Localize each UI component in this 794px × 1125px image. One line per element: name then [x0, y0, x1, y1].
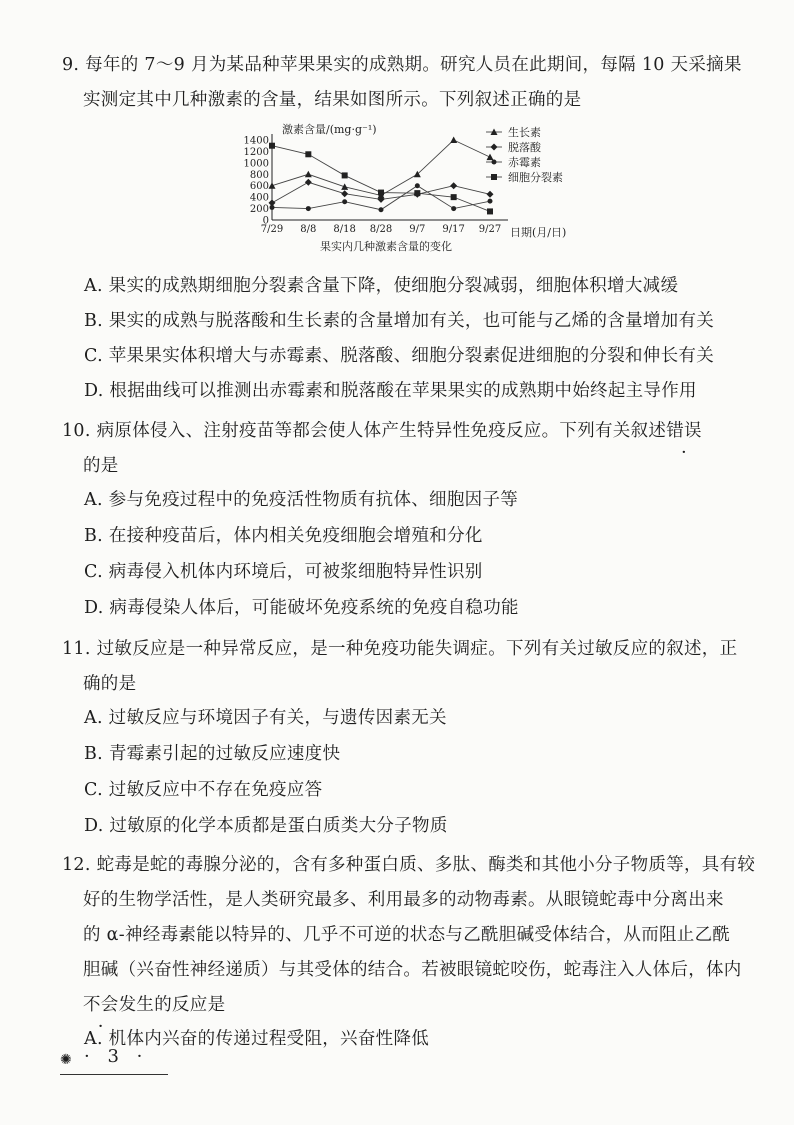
- chart-data-point: [451, 206, 456, 211]
- legend-label: 脱落酸: [508, 141, 541, 154]
- q12-stem-line3: 的 α-神经毒素能以特异的、几乎不可逆的状态与乙酰胆碱受体结合，从而阻止乙酰: [83, 925, 731, 945]
- chart-data-point: [487, 208, 493, 214]
- chart-data-point: [305, 171, 312, 178]
- q9-stem-line2: 实测定其中几种激素的含量，结果如图所示。下列叙述正确的是: [83, 90, 582, 110]
- chart-x-tick-label: 8/8: [300, 224, 317, 235]
- chart-data-point: [305, 151, 311, 157]
- q10-option-a: A. 参与免疫过程中的免疫活性物质有抗体、细胞因子等: [84, 490, 519, 510]
- q12-stem-line2: 好的生物学活性，是人类研究最多、利用最多的动物毒素。从眼镜蛇毒中分离出来: [83, 890, 724, 910]
- chart-data-point: [487, 154, 494, 161]
- chart-y-tick-label: 200: [249, 204, 269, 216]
- q9-option-a: A. 果实的成熟期细胞分裂素含量下降，使细胞分裂减弱，细胞体积增大减缓: [84, 276, 679, 296]
- chart-data-point: [342, 199, 347, 204]
- chart-y-axis-label: 激素含量/(mg·g⁻¹): [282, 123, 377, 136]
- chart-x-tick-label: 9/17: [442, 224, 465, 235]
- chart-data-point: [342, 172, 348, 178]
- q11-option-d: D. 过敏原的化学本质都是蛋白质类大分子物质: [84, 816, 448, 836]
- chart-y-tick-label: 1400: [243, 135, 269, 147]
- lightbulb-icon: ✺: [60, 1052, 72, 1068]
- footer-rule: [60, 1074, 168, 1075]
- chart-data-point: [414, 190, 420, 196]
- chart-caption: 果实内几种激素含量的变化: [320, 240, 452, 253]
- chart-x-tick-label: 9/7: [409, 224, 426, 235]
- chart-data-point: [306, 206, 311, 211]
- chart-data-point: [269, 143, 275, 149]
- q11-stem-line1: 11. 过敏反应是一种异常反应，是一种免疫功能失调症。下列有关过敏反应的叙述，正: [62, 639, 738, 659]
- chart-series-line: [272, 140, 490, 195]
- chart-data-point: [488, 199, 493, 204]
- page-number: · 3 ·: [84, 1046, 149, 1067]
- legend-marker: [492, 160, 497, 165]
- chart-data-point: [270, 205, 275, 210]
- q12-emphasis: 不会: [83, 995, 119, 1015]
- q12-stem-line4: 胆碱（兴奋性神经递质）与其受体的结合。若被眼镜蛇咬伤，蛇毒注入人体后，体内: [83, 960, 742, 980]
- chart-x-tick-label: 8/18: [333, 224, 356, 235]
- chart-data-point: [451, 194, 457, 200]
- q11-option-c: C. 过敏反应中不存在免疫应答: [84, 780, 323, 800]
- chart-data-point: [415, 183, 420, 188]
- question-11: [62, 632, 762, 702]
- question-9: [62, 48, 762, 118]
- chart-x-tick-label: 9/27: [478, 224, 502, 235]
- chart-data-point: [269, 182, 276, 189]
- legend-label: 生长素: [508, 126, 541, 139]
- q9-option-b: B. 果实的成熟与脱落酸和生长素的含量增加有关，也可能与乙烯的含量增加有关: [84, 311, 715, 331]
- q11-option-a: A. 过敏反应与环境因子有关，与遗传因素无关: [84, 708, 447, 728]
- q10-stem-line1: 10. 病原体侵入、注射疫苗等都会使人体产生特异性免疫反应。下列有关叙述: [62, 421, 667, 441]
- q10-stem-line2: 的是: [83, 456, 119, 476]
- chart-data-point: [379, 207, 384, 212]
- question-10: [62, 414, 762, 484]
- chart-data-point: [341, 190, 348, 197]
- q12-stem-line1: 12. 蛇毒是蛇的毒腺分泌的，含有多种蛋白质、多肽、酶类和其他小分子物质等，具有较: [62, 855, 756, 875]
- legend-label: 细胞分裂素: [508, 171, 563, 184]
- chart-y-tick-label: 0: [262, 215, 269, 227]
- chart-y-tick-label: 400: [249, 192, 269, 204]
- q10-option-c: C. 病毒侵入机体内环境后，可被浆细胞特异性识别: [84, 562, 483, 582]
- q10-option-d: D. 病毒侵染人体后，可能破坏免疫系统的免疫自稳功能: [84, 598, 519, 618]
- chart-x-tick-label: 8/28: [369, 224, 393, 235]
- q9-option-d: D. 根据曲线可以推测出赤霉素和脱落酸在苹果果实的成熟期中始终起主导作用: [84, 381, 697, 401]
- chart-x-tick-label: 7/29: [260, 224, 284, 235]
- q9-option-c: C. 苹果果实体积增大与赤霉素、脱落酸、细胞分裂素促进细胞的分裂和伸长有关: [84, 346, 714, 366]
- chart-y-tick-label: 1000: [243, 158, 269, 170]
- q9-stem-line1: 9. 每年的 7～9 月为某品种苹果果实的成熟期。研究人员在此期间，每隔 10 天采摘果: [62, 55, 742, 75]
- chart-x-axis-label: 日期(月/日): [510, 226, 567, 239]
- chart-y-tick-label: 800: [249, 169, 269, 181]
- legend-marker: [491, 174, 497, 180]
- chart-data-point: [378, 190, 384, 196]
- question-12: [62, 848, 762, 1023]
- q11-option-b: B. 青霉素引起的过敏反应速度快: [84, 744, 341, 764]
- q11-stem-line2: 确的是: [83, 674, 137, 694]
- q10-emphasis: 错误: [666, 421, 702, 441]
- chart-data-point: [450, 182, 457, 189]
- chart-y-tick-label: 1200: [243, 146, 269, 158]
- chart-data-point: [487, 191, 494, 198]
- q10-option-b: B. 在接种疫苗后，体内相关免疫细胞会增殖和分化: [84, 526, 483, 546]
- chart-data-point: [305, 179, 312, 186]
- q12-stem-line5: 发生的反应是: [118, 995, 226, 1015]
- chart-data-point: [450, 137, 457, 144]
- chart-y-tick-label: 600: [249, 181, 269, 193]
- chart-data-point: [341, 183, 348, 190]
- legend-marker: [491, 144, 498, 151]
- hormone-line-chart: [240, 120, 600, 265]
- q12-option-a: A. 机体内兴奋的传递过程受阻，兴奋性降低: [84, 1029, 430, 1049]
- legend-label: 赤霉素: [508, 156, 541, 169]
